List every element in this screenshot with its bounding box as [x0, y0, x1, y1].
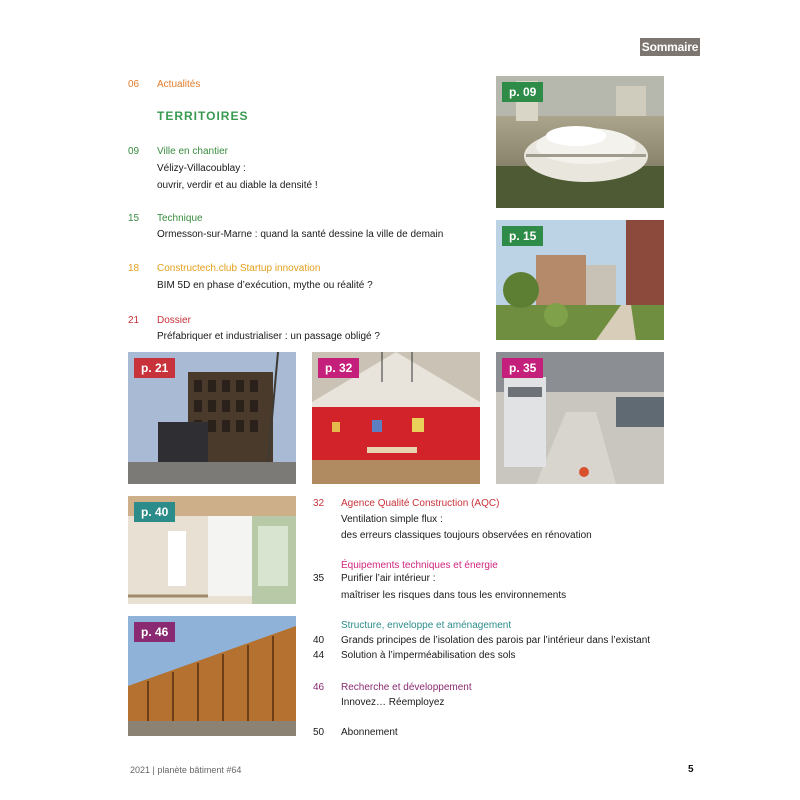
photo-p40[interactable]: [128, 496, 296, 604]
photo-p09-tag: p. 09: [502, 82, 543, 102]
entry-num-ville: 09: [128, 146, 140, 157]
entry-section-actualites[interactable]: Actualités: [157, 79, 201, 90]
photo-p40-tag: p. 40: [134, 502, 175, 522]
entry-text-recherche: Innovez… Réemployez: [341, 697, 445, 708]
territoires-heading: TERRITOIRES: [157, 109, 249, 123]
entry-text-aqc-2: des erreurs classiques toujours observées en rénovation: [341, 530, 592, 541]
photo-p32[interactable]: [312, 352, 480, 484]
entry-text-ville-2: ouvrir, verdir et au diable la densité !: [157, 180, 318, 191]
entry-section-recherche[interactable]: Recherche et développement: [341, 682, 472, 693]
entry-text-dossier: Préfabriquer et industrialiser : un passage obligé ?: [157, 331, 380, 342]
entry-section-equip[interactable]: Équipements techniques et énergie: [341, 560, 498, 571]
entry-num-actualites: 06: [128, 79, 140, 90]
entry-text-structure-1: Grands principes de l’isolation des parois par l’intérieur dans l’existant: [341, 635, 651, 646]
footer-page-number: 5: [688, 764, 694, 775]
photo-p21-tag: p. 21: [134, 358, 175, 378]
entry-num-structure-44: 44: [313, 650, 325, 661]
entry-num-technique: 15: [128, 213, 140, 224]
entry-num-structure-40: 40: [313, 635, 325, 646]
entry-text-technique: Ormesson-sur-Marne : quand la santé dessine la ville de demain: [157, 229, 444, 240]
entry-num-abonnement: 50: [313, 727, 325, 738]
photo-p21[interactable]: [128, 352, 296, 484]
photo-p35[interactable]: [496, 352, 664, 484]
photo-p32-tag: p. 32: [318, 358, 359, 378]
sommaire-banner: Sommaire: [641, 40, 699, 54]
entry-num-aqc: 32: [313, 498, 325, 509]
entry-text-structure-2: Solution à l’imperméabilisation des sols: [341, 650, 516, 661]
entry-text-equip-2: maîtriser les risques dans tous les environnements: [341, 590, 567, 601]
photo-p46-tag: p. 46: [134, 622, 175, 642]
photo-p15[interactable]: [496, 220, 664, 340]
photo-p46[interactable]: [128, 616, 296, 736]
entry-text-construct: BIM 5D en phase d’exécution, mythe ou réalité ?: [157, 280, 373, 291]
entry-section-aqc[interactable]: Agence Qualité Construction (AQC): [341, 498, 500, 509]
entry-section-technique[interactable]: Technique: [157, 213, 203, 224]
entry-num-recherche: 46: [313, 682, 325, 693]
photo-p15-tag: p. 15: [502, 226, 543, 246]
entry-section-structure[interactable]: Structure, enveloppe et aménagement: [341, 620, 512, 631]
entry-num-equip: 35: [313, 573, 325, 584]
entry-section-dossier[interactable]: Dossier: [157, 315, 191, 326]
photo-p35-tag: p. 35: [502, 358, 543, 378]
entry-text-ville-1: Vélizy-Villacoublay :: [157, 163, 246, 174]
entry-section-construct[interactable]: Constructech.club Startup innovation: [157, 263, 321, 274]
entry-text-aqc-1: Ventilation simple flux :: [341, 514, 443, 525]
photo-p09[interactable]: [496, 76, 664, 208]
entry-num-dossier: 21: [128, 315, 140, 326]
footer-publication: 2021 | planète bâtiment #64: [130, 765, 242, 775]
entry-text-equip-1: Purifier l’air intérieur :: [341, 573, 436, 584]
entry-text-abonnement[interactable]: Abonnement: [341, 727, 398, 738]
entry-section-ville[interactable]: Ville en chantier: [157, 146, 228, 157]
entry-num-construct: 18: [128, 263, 140, 274]
